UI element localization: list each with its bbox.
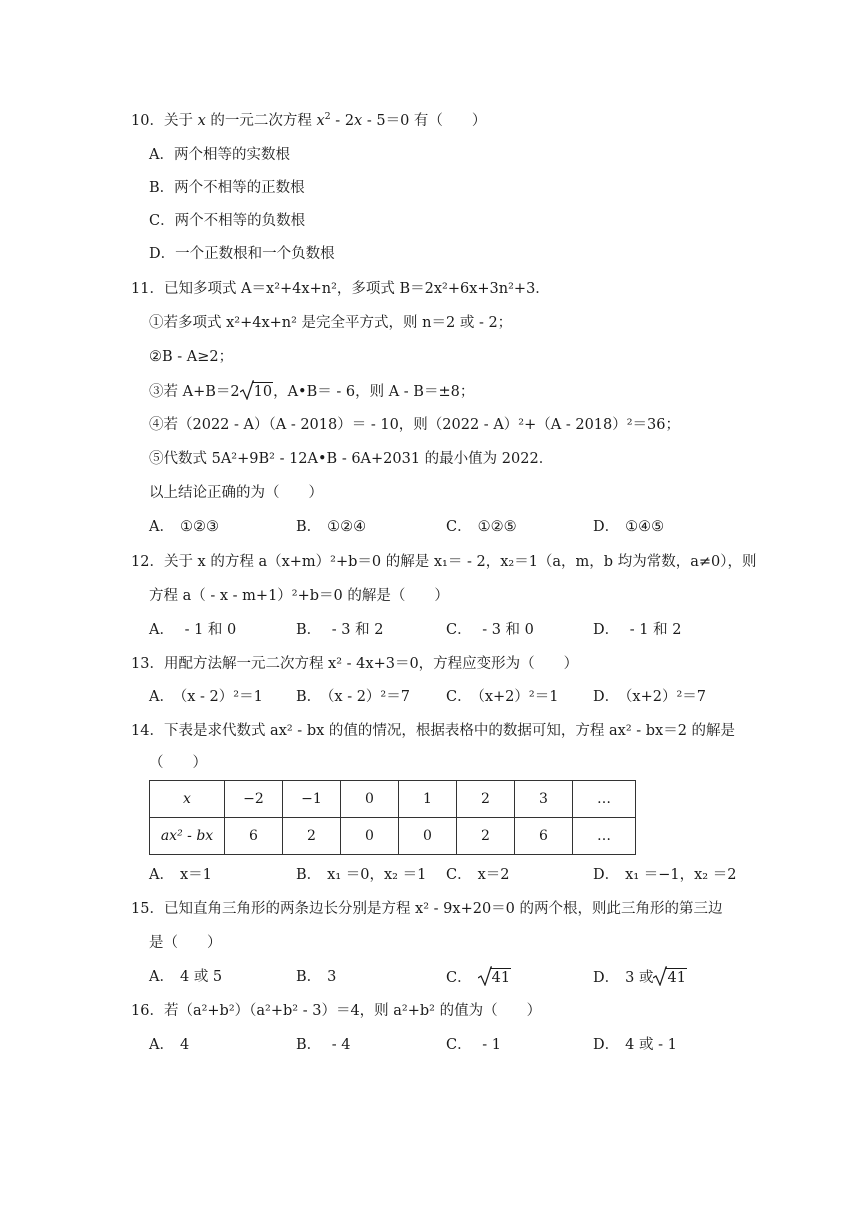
option-d	[593, 968, 687, 987]
option-c	[446, 621, 534, 639]
option-text: x＝2	[477, 867, 510, 883]
value-table	[149, 780, 636, 855]
option-d	[593, 866, 736, 884]
option-b	[296, 1036, 351, 1054]
option-label: C．	[446, 1037, 472, 1053]
sqrt	[478, 968, 511, 987]
table-cell: −2	[225, 781, 283, 818]
option-text: - 1 和 0	[179, 622, 237, 638]
question-12-stem-cont: 方程 a（ - x - m+1）²+b＝0 的解是（ ）	[149, 588, 449, 604]
option-label: C．	[446, 519, 472, 535]
option-b	[296, 866, 426, 884]
question-13-stem	[131, 655, 578, 673]
table-cell: 3	[515, 781, 573, 818]
option-text: - 4	[327, 1037, 351, 1053]
statement-4: ④若（2022 - A）（A - 2018）＝ - 10，则（2022 - A）²+（A - 2018）²＝36；	[149, 417, 681, 433]
option-text: - 1 和 2	[625, 622, 682, 638]
question-number: 14．	[131, 723, 164, 739]
stem-text: 若（a²+b²）（a²+b² - 3）＝4，则 a²+b² 的值为（ ）	[163, 1003, 542, 1019]
stem-text: 已知多项式 A＝x²+4x+n²，多项式 B＝2x²+6x+3n²+3．	[163, 281, 550, 297]
option-text: （x+2）²＝7	[625, 689, 706, 705]
table-cell: 2	[283, 818, 341, 855]
option-label: A．	[149, 867, 174, 883]
option-text: 两个相等的实数根	[173, 147, 290, 163]
option-a	[149, 968, 222, 986]
option-a	[149, 518, 219, 536]
option-label: B．	[296, 867, 322, 883]
option-label: D．	[593, 519, 620, 535]
radical-sign-icon	[240, 380, 254, 400]
option-text: （x - 2）²＝1	[179, 689, 263, 705]
stem-text: ，A•B＝ - 6，则 A - B＝±8；	[273, 384, 475, 400]
option-text: （x+2）²＝1	[477, 689, 559, 705]
option-b	[296, 518, 366, 536]
option-b	[296, 688, 410, 706]
option-label: B．	[296, 622, 322, 638]
option-label: C．	[446, 689, 472, 705]
option-label: D．	[593, 1037, 620, 1053]
option-text: - 1	[477, 1037, 501, 1053]
stem-text: ③若 A+B＝2	[149, 384, 240, 400]
option-text: 4	[179, 1037, 190, 1053]
stem-text: 关于 x 的方程 a（x+m）²+b＝0 的解是 x₁＝ - 2，x₂＝1（a，m，b 均为常数，a≠0），则	[163, 554, 757, 570]
stem-text: 下表是求代数式 ax² - bx 的值的情况，根据表格中的数据可知，方程 ax² - bx＝2 的解是	[163, 723, 736, 739]
option-c	[446, 518, 517, 536]
option-d	[149, 245, 335, 263]
option-d	[593, 621, 681, 639]
table-cell: ax² - bx	[150, 818, 225, 855]
question-number: 11．	[131, 281, 164, 297]
option-d	[593, 518, 664, 536]
question-number: 15．	[131, 901, 164, 917]
option-label: C．	[149, 213, 175, 229]
exponent: 2	[324, 111, 331, 122]
option-text: 3	[327, 969, 337, 985]
stem-text: 关于	[163, 113, 198, 129]
option-a	[149, 621, 236, 639]
question-14-stem-cont: （ ）	[149, 755, 207, 771]
option-text: - 3 和 2	[327, 622, 384, 638]
option-label: A．	[149, 147, 174, 163]
option-text: 4 或 5	[179, 969, 223, 985]
question-number: 16．	[131, 1003, 164, 1019]
option-d	[593, 688, 706, 706]
option-label: D．	[593, 622, 620, 638]
option-label: A．	[149, 622, 174, 638]
option-text: （x - 2）²＝7	[327, 689, 410, 705]
option-label: A．	[149, 519, 174, 535]
radicand: 10	[253, 384, 273, 400]
option-c	[446, 866, 510, 884]
option-d	[593, 1036, 677, 1054]
option-text: 两个不相等的负数根	[174, 213, 306, 229]
radicand: 41	[491, 970, 511, 986]
option-label: B．	[296, 1037, 322, 1053]
table-row	[150, 781, 636, 818]
option-text: ①②③	[179, 519, 219, 535]
option-text: x₁ ＝−1，x₂ ＝2	[625, 867, 737, 883]
option-c	[149, 212, 305, 230]
statement-3	[149, 382, 474, 401]
radical-sign-icon	[478, 966, 492, 986]
option-a	[149, 688, 263, 706]
statement-5: ⑤代数式 5A²+9B² - 12A•B - 6A+2031 的最小值为 2022．	[149, 451, 554, 467]
question-11-stem	[131, 280, 550, 298]
option-a	[149, 1036, 189, 1054]
option-c	[446, 968, 511, 987]
stem-text: 已知直角三角形的两条边长分别是方程 x² - 9x+20＝0 的两个根，则此三角形的第三边	[163, 901, 723, 917]
sqrt	[653, 968, 686, 987]
option-label: B．	[149, 180, 175, 196]
stem-text: - 5＝0 有（ ）	[362, 113, 487, 129]
question-15-stem	[131, 900, 723, 918]
option-label: C．	[446, 867, 472, 883]
option-label: D．	[593, 867, 620, 883]
question-10-stem	[131, 112, 486, 130]
sqrt	[240, 382, 273, 401]
option-label: A．	[149, 689, 174, 705]
variable: x	[316, 113, 325, 129]
option-label: B．	[296, 519, 322, 535]
question-12-stem	[131, 553, 756, 571]
option-text: 3 或	[625, 970, 654, 986]
radicand: 41	[667, 970, 686, 986]
table-cell: 6	[515, 818, 573, 855]
option-label: D．	[593, 970, 620, 986]
table-cell: −1	[283, 781, 341, 818]
table-cell: 0	[341, 781, 399, 818]
statement-2: ②B - A≥2；	[149, 349, 234, 365]
table-cell: x	[150, 781, 225, 818]
question-15-stem-cont: 是（ ）	[149, 935, 222, 951]
variable: x	[354, 113, 363, 129]
option-text: 一个正数根和一个负数根	[175, 246, 335, 262]
stem-text: - 2	[330, 113, 355, 129]
table-cell: 2	[457, 781, 515, 818]
option-text: 两个不相等的正数根	[174, 180, 305, 196]
option-label: C．	[446, 622, 472, 638]
table-cell: …	[573, 818, 636, 855]
option-label: A．	[149, 969, 174, 985]
statement-1: ①若多项式 x²+4x+n² 是完全平方式，则 n＝2 或 - 2；	[149, 315, 513, 331]
table-cell: …	[573, 781, 636, 818]
option-label: A．	[149, 1037, 174, 1053]
radical-sign-icon	[653, 966, 667, 986]
option-b	[149, 179, 305, 197]
option-text: ①②④	[327, 519, 367, 535]
option-c	[446, 1036, 501, 1054]
option-text: x＝1	[179, 867, 212, 883]
stem-text: 用配方法解一元二次方程 x² - 4x+3＝0，方程应变形为（ ）	[163, 656, 579, 672]
question-14-stem	[131, 722, 735, 740]
table-cell: 0	[341, 818, 399, 855]
table-row	[150, 818, 636, 855]
table-cell: 2	[457, 818, 515, 855]
question-16-stem	[131, 1002, 541, 1020]
option-label: B．	[296, 689, 322, 705]
table-cell: 0	[399, 818, 457, 855]
question-number: 12．	[131, 554, 164, 570]
option-c	[446, 688, 558, 706]
option-a	[149, 866, 212, 884]
table-cell: 1	[399, 781, 457, 818]
option-text: x₁ ＝0，x₂ ＝1	[327, 867, 427, 883]
option-text: ①④⑤	[625, 519, 665, 535]
option-label: B．	[296, 969, 322, 985]
stem-text: 的一元二次方程	[205, 113, 317, 129]
option-label: C．	[446, 970, 472, 986]
table-cell: 6	[225, 818, 283, 855]
option-b	[296, 968, 336, 986]
option-text: ①②⑤	[477, 519, 517, 535]
option-a	[149, 146, 290, 164]
option-text: - 3 和 0	[477, 622, 534, 638]
question-number: 10．	[131, 113, 164, 129]
question-prompt: 以上结论正确的为（ ）	[149, 485, 323, 501]
option-label: D．	[149, 246, 176, 262]
variable: x	[197, 113, 206, 129]
option-label: D．	[593, 689, 620, 705]
question-number: 13．	[131, 656, 164, 672]
option-text: 4 或 - 1	[625, 1037, 677, 1053]
option-b	[296, 621, 383, 639]
